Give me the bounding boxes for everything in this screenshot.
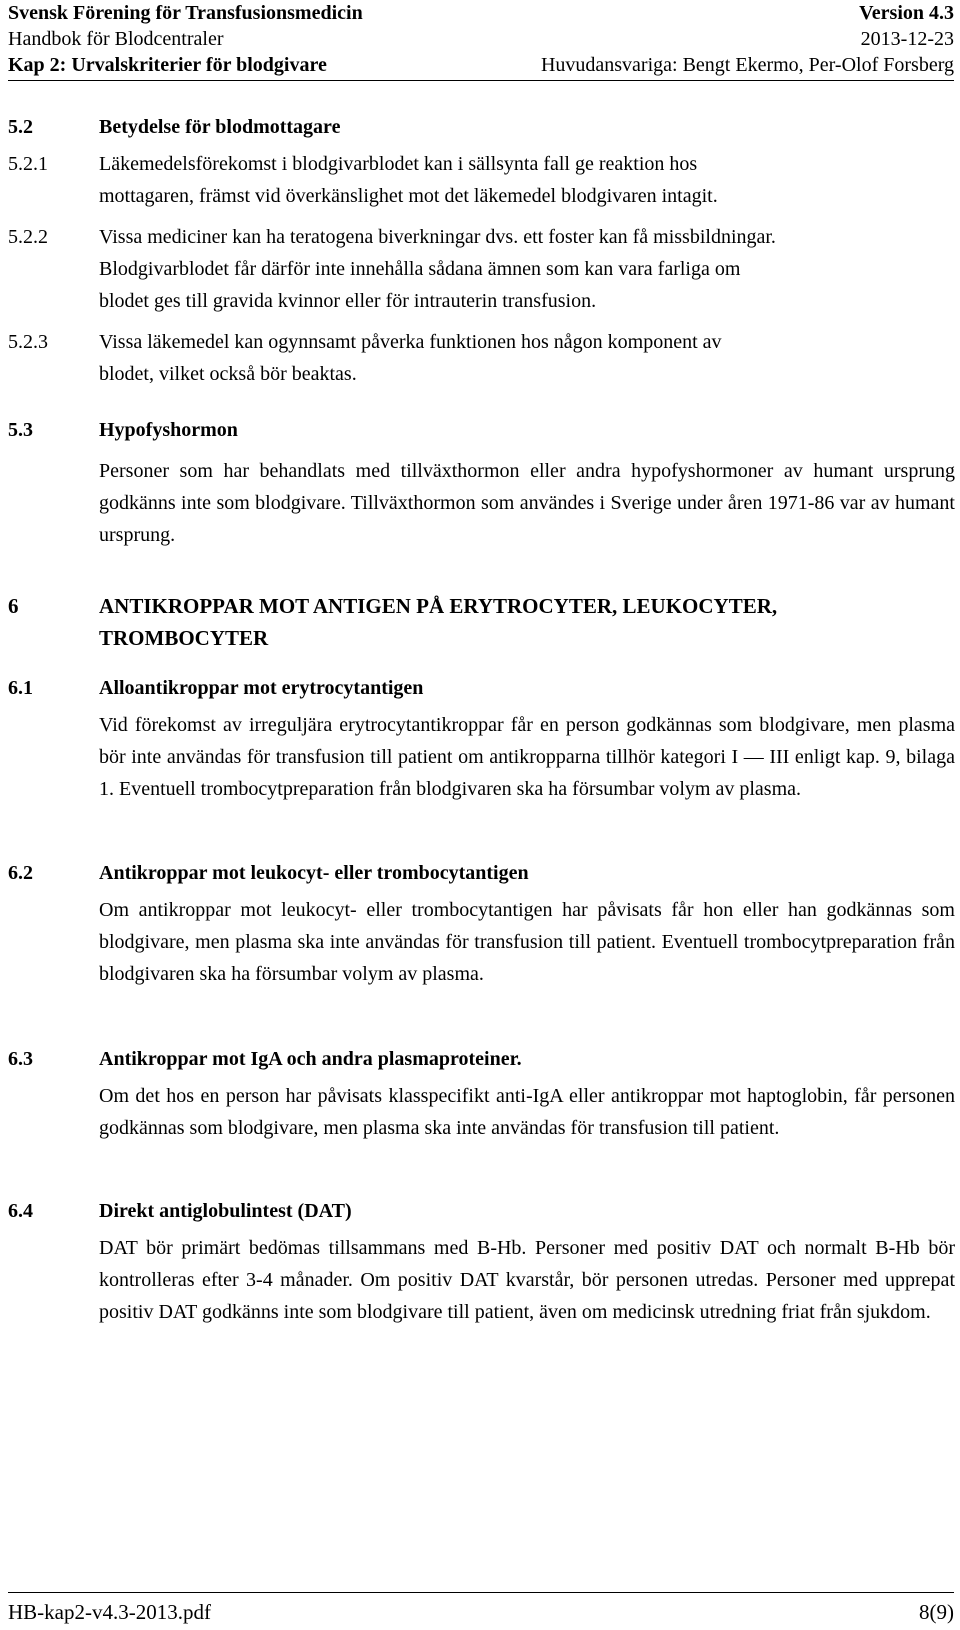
item-line: Läkemedelsförekomst i blodgivarblodet kan i sällsynta fall ge reaktion hos xyxy=(99,153,698,175)
header-date: 2013-12-23 xyxy=(860,28,954,50)
header-row-2 xyxy=(8,28,954,50)
header-row-3 xyxy=(8,54,954,76)
footer-filename: HB-kap2-v4.3-2013.pdf xyxy=(8,1600,211,1624)
item-line: mottagaren, främst vid överkänslighet mot det läkemedel blodgivaren intagit. xyxy=(99,185,718,207)
heading-title: Betydelse för blodmottagare xyxy=(99,116,341,138)
heading-title: Direkt antiglobulintest (DAT) xyxy=(99,1200,352,1222)
header-org: Svensk Förening för Transfusionsmedicin xyxy=(8,2,363,24)
heading-number: 6.2 xyxy=(8,862,33,884)
heading-title: Antikroppar mot IgA och andra plasmaproteiner. xyxy=(99,1048,522,1070)
item-text xyxy=(99,221,954,317)
item-text xyxy=(99,326,954,390)
item-line: Blodgivarblodet får därför inte innehålla sådana ämnen som kan vara farliga om xyxy=(99,258,741,280)
heading-title: TROMBOCYTER xyxy=(99,626,269,650)
heading-title: Antikroppar mot leukocyt- eller trombocytantigen xyxy=(99,862,529,884)
item-number: 5.2.2 xyxy=(8,226,48,248)
item-number: 5.2.1 xyxy=(8,153,48,175)
footer xyxy=(8,1600,954,1624)
item-text xyxy=(99,148,954,212)
footer-divider xyxy=(8,1592,954,1593)
header-version: Version 4.3 xyxy=(859,2,954,24)
heading-number: 6.4 xyxy=(8,1200,33,1222)
heading-number: 6 xyxy=(8,594,19,618)
header-handbook: Handbok för Blodcentraler xyxy=(8,28,224,50)
paragraph-6-1: Vid förekomst av irreguljära erytrocytantikroppar får en person godkännas som blodgivare, men plasma bör inte användas för transfusion till patient om antikropparna tillhör kategori I — III enligt kap. 9, bilaga 1. Eventuell trombocytpreparation från blodgivaren ska ha försumbar volym av plasma. xyxy=(99,714,955,800)
footer-page-number: 8(9) xyxy=(919,1600,954,1624)
item-line: blodet ges till gravida kvinnor eller för intrauterin transfusion. xyxy=(99,290,597,312)
heading-title: ANTIKROPPAR MOT ANTIGEN PÅ ERYTROCYTER, LEUKOCYTER, xyxy=(99,594,778,618)
heading-number: 6.1 xyxy=(8,677,33,699)
heading-number: 5.2 xyxy=(8,116,33,138)
heading-number: 5.3 xyxy=(8,419,33,441)
paragraph-5-3: Personer som har behandlats med tillväxthormon eller andra hypofyshormoner av humant ursprung godkänns inte som blodgivare. Tillväxthormon som användes i Sverige under åren 1971-86 var av humant ursprung. xyxy=(99,460,955,546)
heading-title: Hypofyshormon xyxy=(99,419,238,441)
item-line: blodet, vilket också bör beaktas. xyxy=(99,363,357,385)
header-responsible: Huvudansvariga: Bengt Ekermo, Per-Olof Forsberg xyxy=(540,54,954,76)
header-chapter: Kap 2: Urvalskriterier för blodgivare xyxy=(8,54,327,76)
paragraph-6-4: DAT bör primärt bedömas tillsammans med B-Hb. Personer med positiv DAT och normalt B-Hb bör kontrolleras efter 3-4 månader. Om positiv DAT kvarstår, bör personen utredas. Personer med upprepat positiv DAT godkänns inte som blodgivare till patient, även om medicinsk utredning friat från sjukdom. xyxy=(99,1237,955,1323)
item-line: Vissa läkemedel kan ogynnsamt påverka funktionen hos någon komponent av xyxy=(99,331,722,353)
item-line: Vissa mediciner kan ha teratogena biverkningar dvs. ett foster kan få missbildningar. xyxy=(99,226,776,248)
header-divider xyxy=(8,80,954,81)
paragraph-6-3: Om det hos en person har påvisats klasspecifikt anti-IgA eller antikroppar mot haptoglobin, får personen godkännas som blodgivare, men plasma ska inte användas för transfusion till patient. xyxy=(99,1085,955,1139)
heading-number: 6.3 xyxy=(8,1048,33,1070)
paragraph-6-2: Om antikroppar mot leukocyt- eller trombocytantigen har påvisats får hon eller han godkännas som blodgivare, men plasma ska inte användas för transfusion till patient. Eventuell trombocytpreparation från blodgivaren ska ha försumbar volym av plasma. xyxy=(99,899,955,985)
heading-title: Alloantikroppar mot erytrocytantigen xyxy=(99,677,424,699)
header-row-1 xyxy=(8,2,954,24)
item-number: 5.2.3 xyxy=(8,331,48,353)
